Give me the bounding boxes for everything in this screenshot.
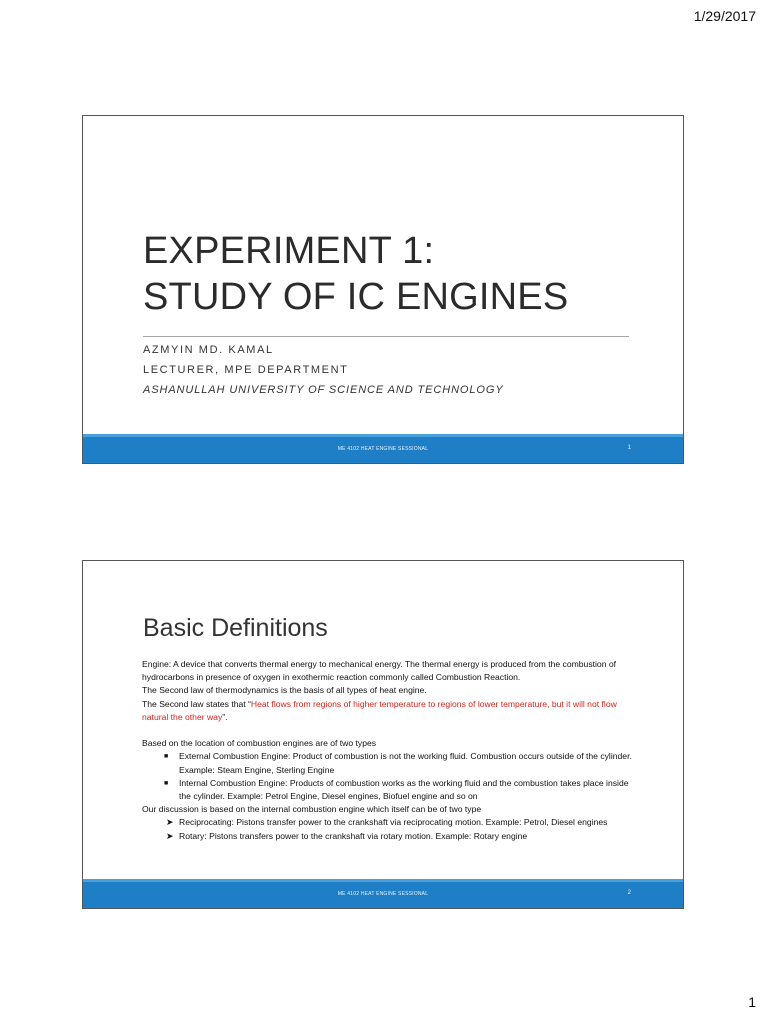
footer-course-label: ME 4102 HEAT ENGINE SESSIONAL bbox=[337, 891, 429, 897]
slide-body bbox=[142, 658, 642, 843]
list-item-text: Reciprocating: Pistons transfer power to the crankshaft via reciprocating motion. Example: Petrol, Diesel engines bbox=[179, 817, 608, 828]
page-number: 1 bbox=[748, 994, 756, 1010]
slide-number: 1 bbox=[627, 445, 631, 451]
list-item bbox=[142, 750, 642, 776]
second-law-quote: Heat flows from regions of higher temperature to regions of lower temperature, but it will not flow natural the other way bbox=[142, 698, 617, 722]
second-law-statement bbox=[142, 698, 642, 724]
slide-footer-bar bbox=[83, 879, 683, 908]
university-name: ASHANULLAH UNIVERSITY OF SCIENCE AND TECHNOLOGY bbox=[143, 384, 504, 396]
slide-1 bbox=[82, 115, 684, 464]
list-item-text: Rotary: Pistons transfers power to the crankshaft via rotary motion. Example: Rotary engine bbox=[179, 830, 528, 841]
title-line-1: EXPERIMENT 1: bbox=[143, 230, 435, 272]
ic-types-list bbox=[142, 816, 642, 842]
arrow-bullet-icon: ➤ bbox=[166, 817, 174, 828]
slide-title bbox=[143, 228, 568, 320]
title-line-2: STUDY OF IC ENGINES bbox=[143, 276, 569, 318]
title-divider bbox=[143, 336, 629, 337]
second-law-basis: The Second law of thermodynamics is the basis of all types of heat engine. bbox=[142, 685, 427, 696]
slide-heading: Basic Definitions bbox=[143, 614, 328, 642]
second-law-suffix: ”. bbox=[222, 711, 228, 722]
slide-number: 2 bbox=[627, 890, 631, 896]
paragraph-gap bbox=[142, 724, 642, 737]
list-item bbox=[142, 777, 642, 803]
second-law-prefix: The Second law states that “ bbox=[142, 698, 251, 709]
list-item-text: External Combustion Engine: Product of combustion is not the working fluid. Combustion occurs outside of the cylinder. Example: Steam Engine, Sterling Engine bbox=[179, 751, 632, 775]
square-bullet-icon: ■ bbox=[164, 753, 169, 761]
square-bullet-icon: ■ bbox=[164, 779, 169, 787]
engine-types-intro: Based on the location of combustion engines are of two types bbox=[142, 738, 377, 749]
page-date: 1/29/2017 bbox=[693, 8, 756, 24]
list-item-text: Internal Combustion Engine: Products of combustion works as the working fluid and the combustion takes place inside the cylinder. Example: Petrol Engine, Diesel engines, Biofuel engine and so on bbox=[179, 777, 629, 802]
slide-2 bbox=[82, 560, 684, 909]
author-role: LECTURER, MPE DEPARTMENT bbox=[143, 364, 349, 376]
list-item bbox=[142, 830, 642, 843]
engine-definition: Engine: A device that converts thermal energy to mechanical energy. The thermal energy is produced from the combustion of hydrocarbons in presence of oxygen in exothermic reaction commonly called Combustion Reaction. bbox=[142, 659, 617, 683]
author-name: AZMYIN MD. KAMAL bbox=[143, 344, 274, 356]
engine-types-list bbox=[142, 750, 642, 803]
footer-course-label: ME 4102 HEAT ENGINE SESSIONAL bbox=[337, 446, 429, 452]
ic-types-intro: Our discussion is based on the internal combustion engine which itself can be of two type bbox=[142, 804, 482, 815]
slide-footer-bar bbox=[83, 434, 683, 463]
list-item bbox=[142, 816, 642, 829]
arrow-bullet-icon: ➤ bbox=[166, 830, 174, 841]
